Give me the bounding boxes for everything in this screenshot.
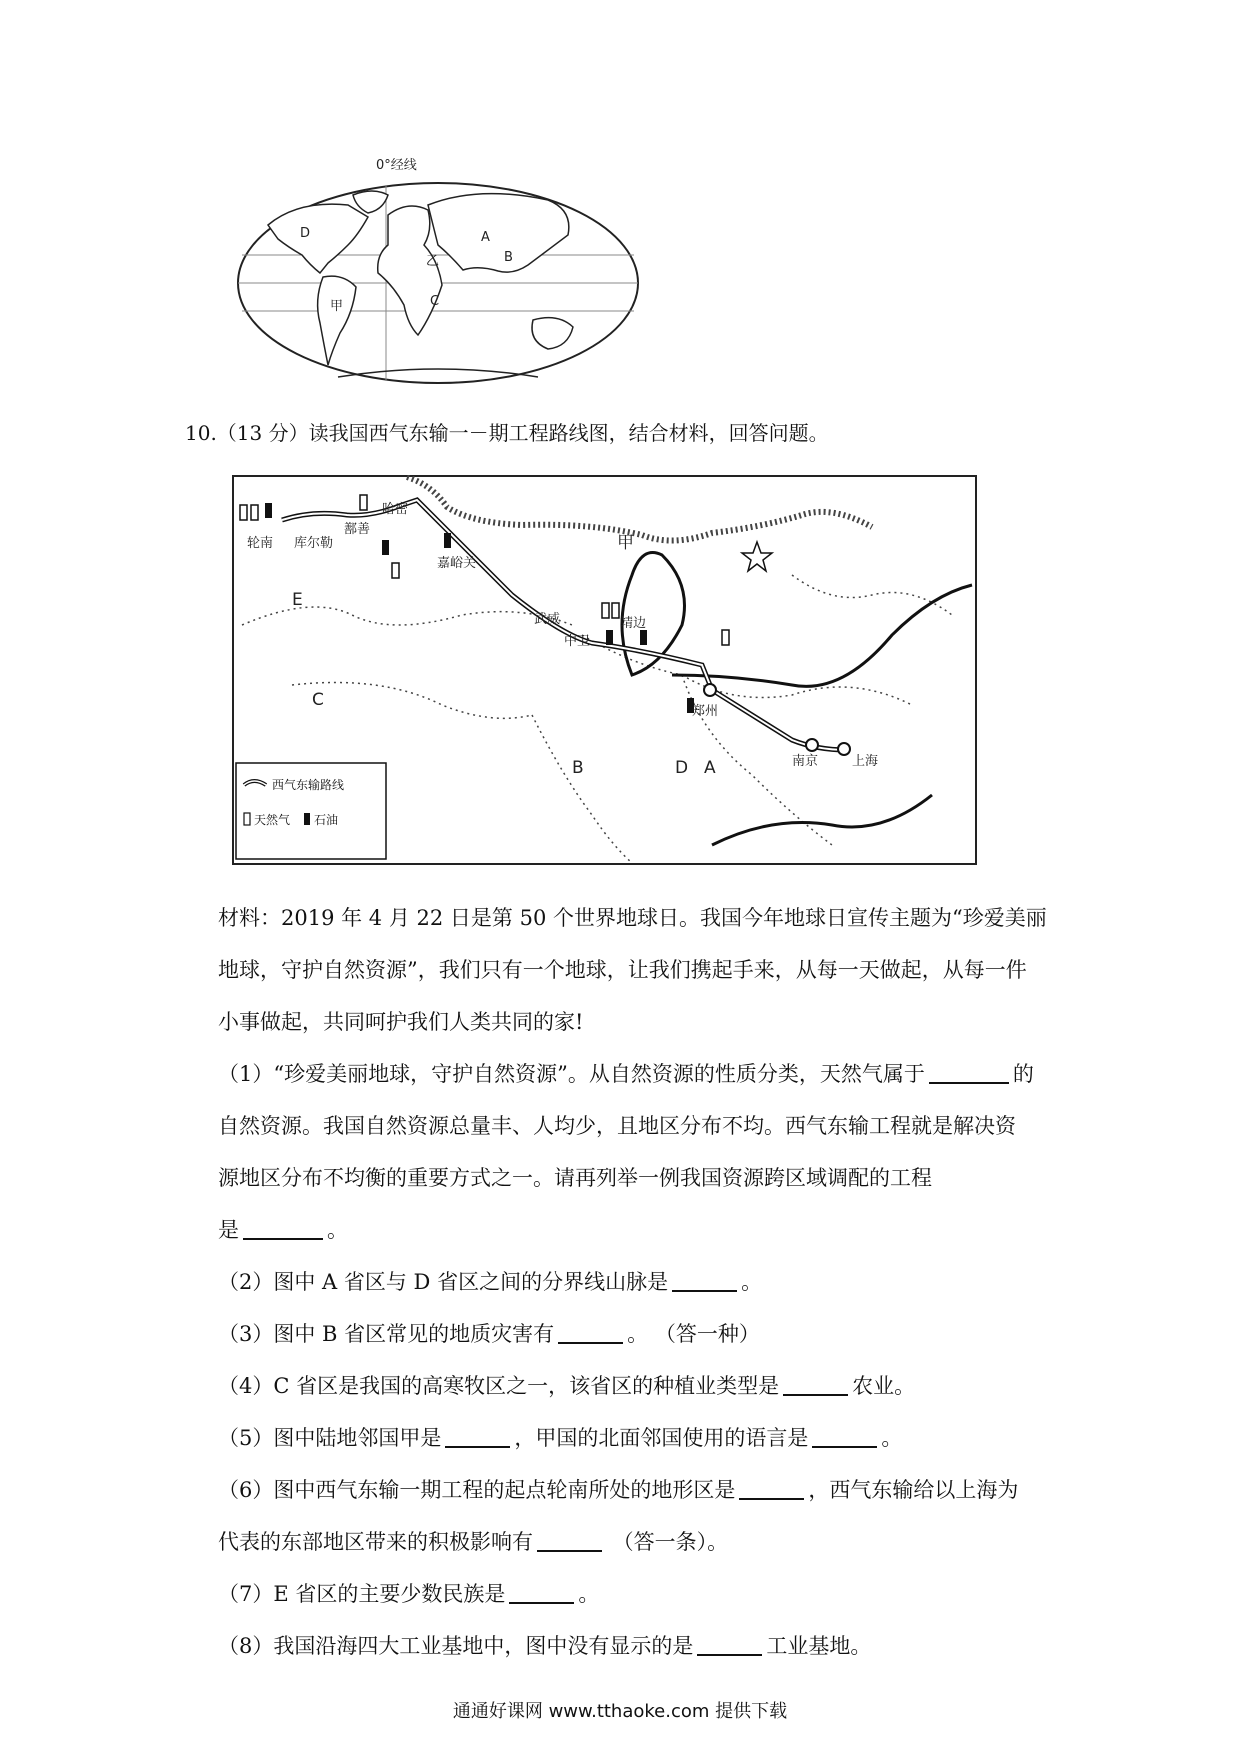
city-jingbian: 靖边 (620, 616, 647, 631)
answer-blank-2[interactable] (672, 1269, 737, 1292)
question-6-line-1: （6）图中西气东输一期工程的起点轮南所处的地形区是 ，西气东输给以上海为 (218, 1478, 1019, 1502)
material-paragraph (218, 892, 1058, 1048)
legend-gas: 天然气 (254, 813, 291, 827)
question-5: （5）图中陆地邻国甲是 ，甲国的北面邻国使用的语言是 。 (218, 1426, 903, 1450)
question-1-line-1: （1）“珍爱美丽地球，守护自然资源”。从自然资源的性质分类，天然气属于 的 (218, 1062, 1034, 1086)
city-lunnan: 轮南 (247, 536, 274, 551)
answer-blank-8[interactable] (697, 1633, 762, 1656)
city-kuerle: 库尔勒 (294, 536, 334, 551)
answer-blank-6b[interactable] (537, 1529, 602, 1552)
region-c: C (312, 690, 324, 710)
question-1-line-2: 自然资源。我国自然资源总量丰、人均少，且地区分布不均。西气东输工程就是解决资 (218, 1114, 1016, 1138)
region-jia: 甲 (617, 533, 634, 553)
material-line-2: 地球，守护自然资源”，我们只有一个地球，让我们携起手来，从每一天做起，从每一件 (218, 958, 1027, 982)
world-label-jia: 甲 (330, 299, 344, 314)
answer-blank-4[interactable] (783, 1373, 848, 1396)
meridian-label: 0°经线 (376, 158, 417, 173)
city-shanghai: 上海 (852, 754, 879, 769)
legend-route: 西气东输路线 (272, 778, 345, 792)
world-label-b: B (504, 250, 513, 265)
answer-blank-5b[interactable] (812, 1425, 877, 1448)
city-shanshan: 鄯善 (344, 522, 371, 537)
question-1-line-3: 源地区分布不均衡的重要方式之一。请再列举一例我国资源跨区域调配的工程 (218, 1166, 932, 1190)
region-e: E (292, 590, 303, 610)
city-hami: 哈密 (382, 502, 409, 517)
question-title: 10.（13 分）读我国西气东输一－期工程路线图，结合材料，回答问题。 (185, 421, 829, 445)
material-line-3: 小事做起，共同呵护我们人类共同的家! (218, 1010, 584, 1034)
world-label-d: D (300, 226, 311, 241)
question-4: （4）C 省区是我国的高寒牧区之一，该省区的种植业类型是 农业。 (218, 1374, 916, 1398)
answer-blank-5a[interactable] (445, 1425, 510, 1448)
city-nanjing: 南京 (792, 754, 819, 769)
city-zhongwei: 中卫 (564, 634, 591, 649)
legend-oil: 石油 (314, 813, 339, 827)
answer-blank-3[interactable] (558, 1321, 623, 1344)
region-d: D (675, 758, 689, 778)
question-1-line-4: 是 。 (218, 1218, 348, 1242)
world-map (228, 155, 648, 395)
material-line-1: 材料：2019 年 4 月 22 日是第 50 个世界地球日。我国今年地球日宣传主题为“珍爱美丽 (218, 906, 1047, 930)
world-label-yi: 乙 (426, 254, 440, 269)
city-zhengzhou: 郑州 (692, 704, 719, 719)
city-jiayuguan: 嘉峪关 (437, 556, 477, 571)
city-wuwei: 武威 (534, 612, 561, 627)
question-8: （8）我国沿海四大工业基地中，图中没有显示的是 工业基地。 (218, 1634, 872, 1658)
world-label-a: A (481, 230, 490, 245)
answer-blank-7[interactable] (509, 1581, 574, 1604)
region-b: B (572, 758, 584, 778)
answer-blank-1a[interactable] (929, 1061, 1009, 1084)
map-legend (236, 763, 386, 859)
question-3: （3）图中 B 省区常见的地质灾害有 。 （答一种） (218, 1322, 760, 1346)
world-label-c: C (430, 294, 440, 309)
question-6-line-2: 代表的东部地区带来的积极影响有 （答一条）。 (218, 1530, 729, 1554)
question-2: （2）图中 A 省区与 D 省区之间的分界线山脉是 。 (218, 1270, 763, 1294)
question-7: （7）E 省区的主要少数民族是 。 (218, 1582, 600, 1606)
answer-blank-6a[interactable] (739, 1477, 804, 1500)
answer-blank-1b[interactable] (243, 1217, 323, 1240)
page-footer: 通通好课网 www.tthaoke.com 提供下载 (452, 1701, 788, 1722)
west-east-gas-route-map (232, 475, 977, 865)
region-a: A (704, 758, 716, 778)
